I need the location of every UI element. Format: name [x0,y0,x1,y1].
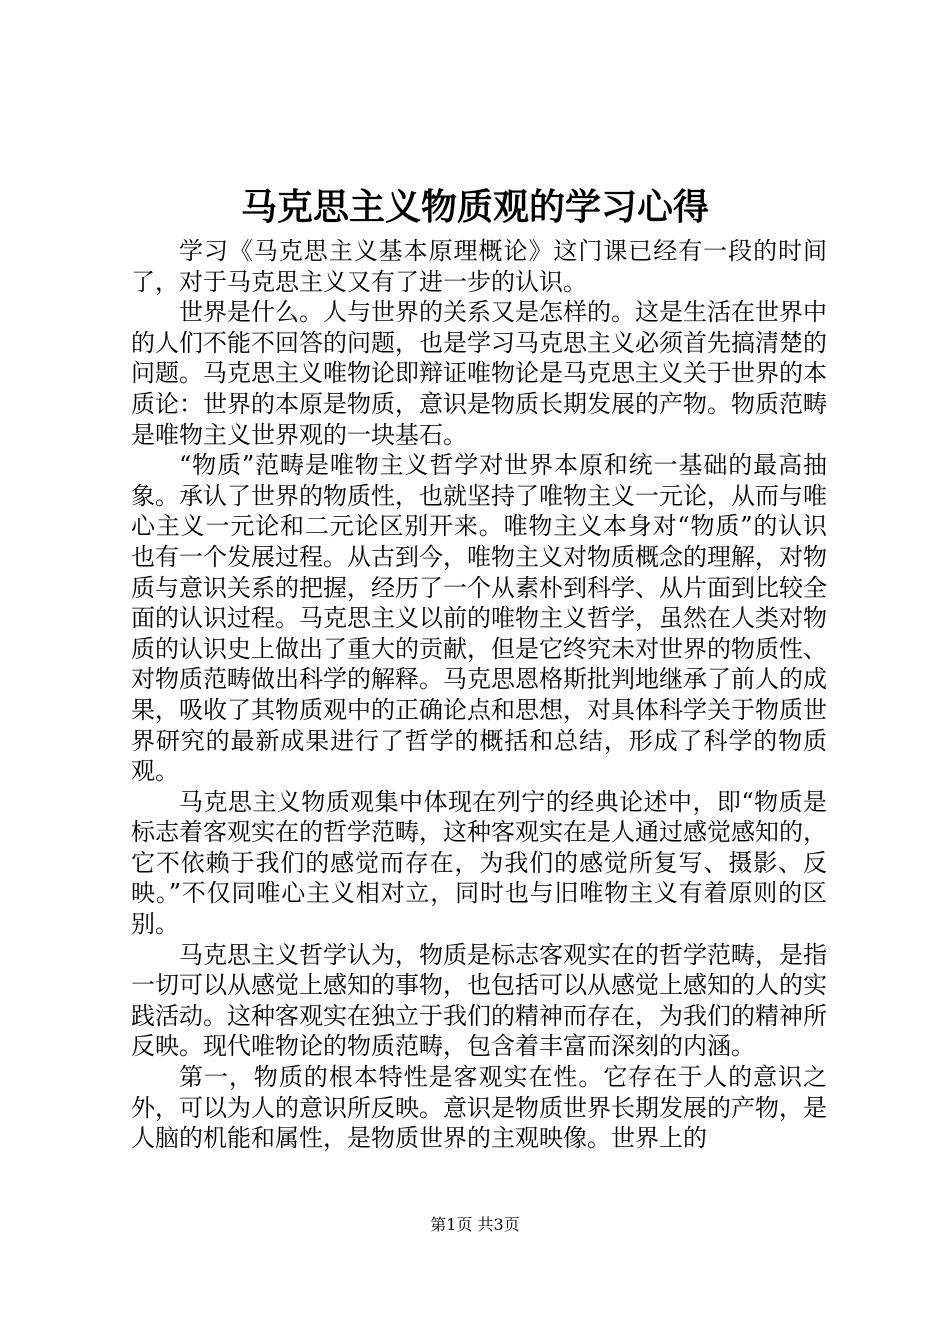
document-title: 马克思主义物质观的学习心得 [240,187,709,228]
paragraph-2: 世界是什么。人与世界的关系又是怎样的。这是生活在世界中的人们不能不回答的问题，也是学习马克思主义必须首先搞清楚的问题。马克思主义唯物论即辩证唯物论是马克思主义关于世界的本质论：世界的本原是物质，意识是物质长期发展的产物。物质范畴是唯物主义世界观的一块基石。 [131,298,827,449]
paragraph-6: 第一，物质的根本特性是客观实在性。它存在于人的意识之外，可以为人的意识所反映。意识是物质世界长期发展的产物，是人脑的机能和属性，是物质世界的主观映像。世界上的 [131,1063,827,1153]
document-body [131,236,827,1154]
paragraph-1: 学习《马克思主义基本原理概论》这门课已经有一段的时间了，对于马克思主义又有了进一步的认识。 [131,237,827,296]
paragraph-3: “物质”范畴是唯物主义哲学对世界本原和统一基础的最高抽象。承认了世界的物质性，也就坚持了唯物主义一元论，从而与唯心主义一元论和二元论区别开来。唯物主义本身对“物质”的认识也有一个发展过程。从古到今，唯物主义对物质概念的理解，对物质与意识关系的把握，经历了一个从素朴到科学、从片面到比较全面的认识过程。马克思主义以前的唯物主义哲学，虽然在人类对物质的认识史上做出了重大的贡献，但是它终究未对世界的物质性、对物质范畴做出科学的解释。马克思恩格斯批判地继承了前人的成果，吸收了其物质观中的正确论点和思想，对具体科学关于物质世界研究的最新成果进行了哲学的概括和总结，形成了科学的物质观。 [131,451,827,786]
paragraph-4: 马克思主义物质观集中体现在列宁的经典论述中，即“物质是标志着客观实在的哲学范畴，这种客观实在是人通过感觉感知的，它不依赖于我们的感觉而存在，为我们的感觉所复写、摄影、反映。”不仅同唯心主义相对立，同时也与旧唯物主义有着原则的区别。 [131,787,827,939]
page-number-footer: 第1页 共3页 [430,1215,520,1234]
paragraph-5: 马克思主义哲学认为，物质是标志客观实在的哲学范畴，是指一切可以从感觉上感知的事物，也包括可以从感觉上感知的人的实践活动。这种客观实在独立于我们的精神而存在，为我们的精神所反映。现代唯物论的物质范畴，包含着丰富而深刻的内涵。 [131,940,827,1061]
